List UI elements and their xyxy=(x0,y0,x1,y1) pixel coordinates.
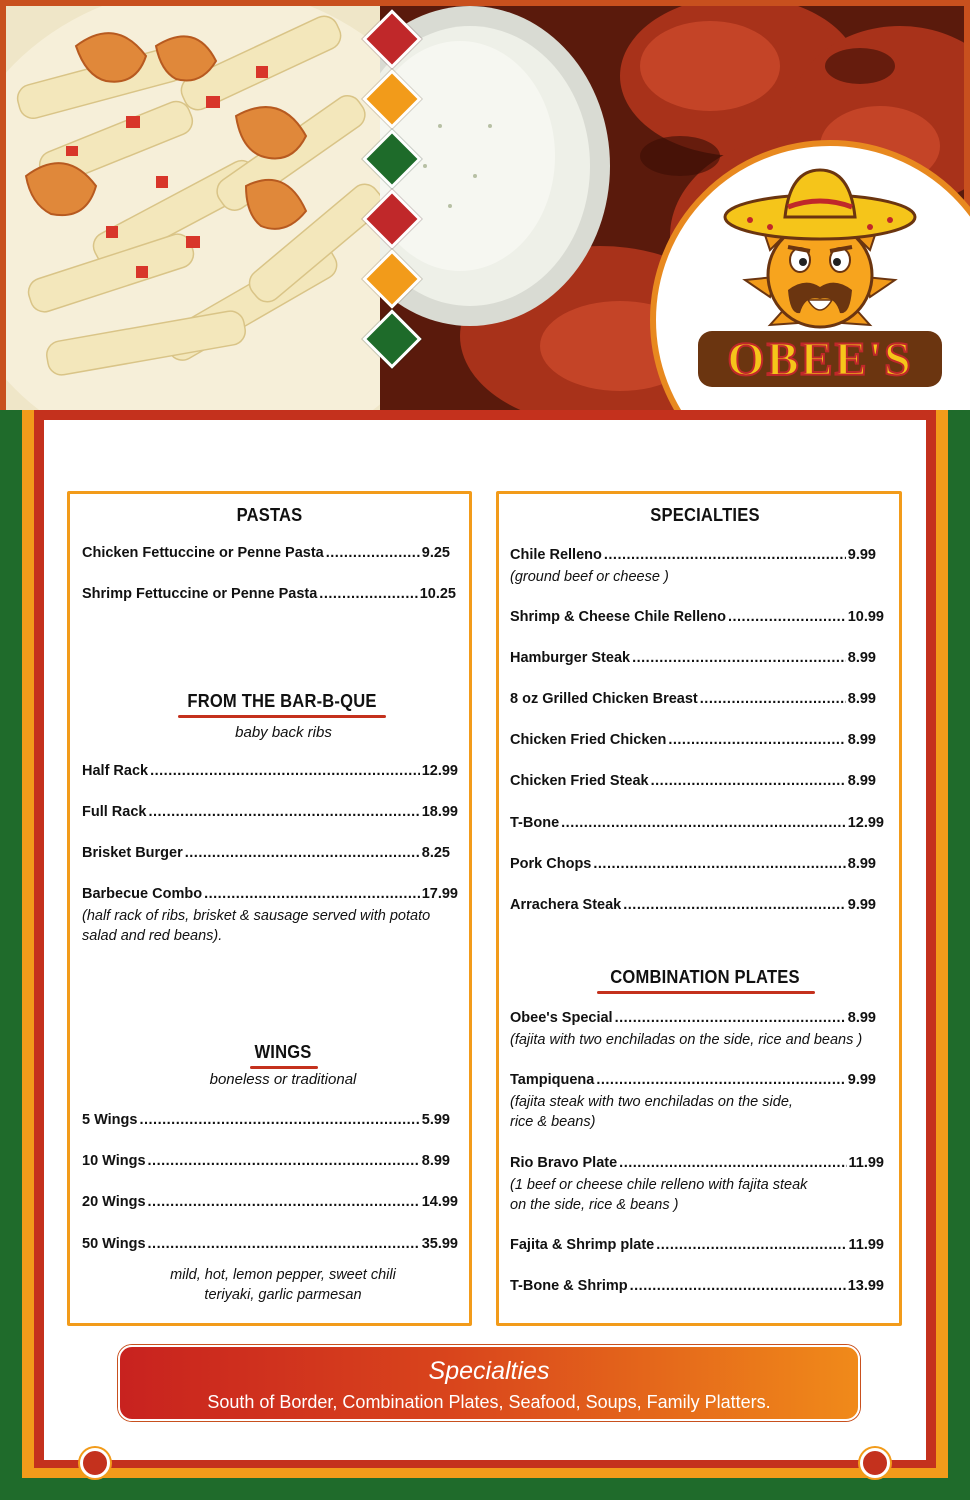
border-stripe xyxy=(34,1460,936,1468)
item-note: (fajita with two enchiladas on the side, rice and beans ) xyxy=(510,1032,863,1048)
combos-heading: COMBINATION PLATES xyxy=(610,967,800,987)
item-name: Chicken Fettuccine or Penne Pasta xyxy=(82,545,324,561)
item-name: Half Rack xyxy=(82,763,149,779)
item-price: 8.99 xyxy=(847,732,876,748)
border-stripe xyxy=(926,410,936,1500)
heading-underline xyxy=(250,1066,318,1069)
item-note: rice & beans) xyxy=(510,1114,596,1130)
corner-dot xyxy=(80,1448,110,1478)
item-name: 10 Wings xyxy=(82,1153,146,1169)
item-name: Barbecue Combo xyxy=(82,886,203,902)
menu-item xyxy=(510,815,884,831)
menu-item xyxy=(82,545,450,561)
item-price: 8.25 xyxy=(421,845,450,861)
item-name: 50 Wings xyxy=(82,1236,146,1252)
header-photo-strip xyxy=(0,0,970,410)
border-stripe xyxy=(948,410,970,1500)
menu-item xyxy=(510,732,876,748)
bbq-subtitle: baby back ribs xyxy=(235,724,332,741)
menu-item xyxy=(510,856,876,872)
menu-item xyxy=(510,1278,884,1294)
item-price: 14.99 xyxy=(421,1194,458,1210)
menu-item xyxy=(510,1155,884,1171)
menu-item xyxy=(82,845,450,861)
item-price: 11.99 xyxy=(848,1237,884,1253)
menu-item xyxy=(510,609,884,625)
item-name: 20 Wings xyxy=(82,1194,146,1210)
item-price: 8.99 xyxy=(847,856,876,872)
item-name: Arrachera Steak xyxy=(510,897,622,913)
item-name: Full Rack xyxy=(82,804,147,820)
item-name: Fajita & Shrimp plate xyxy=(510,1237,655,1253)
svg-text:OBEE'S: OBEE'S xyxy=(727,333,913,386)
item-price: 9.25 xyxy=(421,545,450,561)
item-name: Shrimp Fettuccine or Penne Pasta xyxy=(82,586,318,602)
banner-title: Specialties xyxy=(428,1357,550,1385)
corner-dot xyxy=(860,1448,890,1478)
menu-item xyxy=(82,1153,450,1169)
menu-item xyxy=(510,1237,884,1253)
specialties-banner xyxy=(118,1345,860,1421)
item-price: 12.99 xyxy=(847,815,884,831)
item-price: 8.99 xyxy=(421,1153,450,1169)
menu-item xyxy=(510,691,876,707)
heading-underline xyxy=(597,991,815,994)
pasta-photo xyxy=(6,6,406,410)
wing-flavors: mild, hot, lemon pepper, sweet chili xyxy=(170,1267,396,1283)
menu-item xyxy=(510,773,876,789)
item-price: 9.99 xyxy=(847,547,876,563)
item-price: 35.99 xyxy=(421,1236,458,1252)
menu-item xyxy=(82,1194,458,1210)
item-name: 5 Wings xyxy=(82,1112,138,1128)
obees-logo xyxy=(690,165,950,390)
item-price: 12.99 xyxy=(421,763,458,779)
border-stripe xyxy=(22,1468,948,1478)
item-name: Chicken Fried Steak xyxy=(510,773,649,789)
item-price: 11.99 xyxy=(848,1155,884,1171)
item-price: 8.99 xyxy=(847,773,876,789)
wing-flavors: teriyaki, garlic parmesan xyxy=(204,1287,362,1303)
specialties-heading: SPECIALTIES xyxy=(650,505,760,525)
menu-item xyxy=(510,1072,876,1088)
item-note: (1 beef or cheese chile relleno with fajita steak xyxy=(510,1177,808,1193)
menu-item xyxy=(82,586,456,602)
menu-item xyxy=(82,886,458,902)
item-note: (half rack of ribs, brisket & sausage served with potato salad and red beans). xyxy=(82,908,431,944)
item-name: Chicken Fried Chicken xyxy=(510,732,667,748)
menu-item xyxy=(82,1236,458,1252)
banner-text: South of Border, Combination Plates, Seafood, Soups, Family Platters. xyxy=(207,1392,771,1412)
border-stripe xyxy=(22,410,34,1500)
menu-item xyxy=(82,1112,450,1128)
item-name: Pork Chops xyxy=(510,856,592,872)
item-price: 8.99 xyxy=(847,1010,876,1026)
item-name: Shrimp & Cheese Chile Relleno xyxy=(510,609,726,625)
item-note: (fajita steak with two enchiladas on the side, xyxy=(510,1094,793,1110)
menu-item xyxy=(510,650,876,666)
item-note: on the side, rice & beans ) xyxy=(510,1197,679,1213)
item-price: 13.99 xyxy=(847,1278,884,1294)
item-price: 17.99 xyxy=(421,886,458,902)
item-note: (ground beef or cheese ) xyxy=(510,569,669,585)
item-name: Chile Relleno xyxy=(510,547,602,563)
item-price: 9.99 xyxy=(847,1072,876,1088)
pastas-heading: PASTAS xyxy=(236,505,303,525)
border-stripe xyxy=(0,410,22,1500)
border-stripe xyxy=(44,410,926,420)
item-price: 18.99 xyxy=(421,804,458,820)
menu-item xyxy=(82,804,458,820)
heading-underline xyxy=(178,715,386,718)
border-stripe xyxy=(0,1478,970,1500)
item-name: Brisket Burger xyxy=(82,845,183,861)
item-name: Rio Bravo Plate xyxy=(510,1155,618,1171)
item-name: Tampiquena xyxy=(510,1072,595,1088)
item-name: T-Bone xyxy=(510,815,560,831)
item-name: 8 oz Grilled Chicken Breast xyxy=(510,691,698,707)
item-price: 10.99 xyxy=(847,609,884,625)
menu-item xyxy=(510,897,876,913)
item-price: 10.25 xyxy=(419,586,456,602)
item-name: Obee's Special xyxy=(510,1010,613,1026)
border-stripe xyxy=(34,410,44,1500)
border-stripe xyxy=(936,410,948,1500)
item-name: T-Bone & Shrimp xyxy=(510,1278,628,1294)
item-price: 8.99 xyxy=(847,691,876,707)
menu-item xyxy=(510,547,876,563)
bbq-heading: FROM THE BAR-B-QUE xyxy=(187,691,377,711)
menu-item xyxy=(510,1010,876,1026)
wings-heading: WINGS xyxy=(254,1042,312,1062)
wings-subtitle: boneless or traditional xyxy=(209,1071,357,1088)
menu-item xyxy=(82,763,458,779)
item-price: 9.99 xyxy=(847,897,876,913)
item-name: Hamburger Steak xyxy=(510,650,631,666)
item-price: 5.99 xyxy=(421,1112,450,1128)
item-price: 8.99 xyxy=(847,650,876,666)
